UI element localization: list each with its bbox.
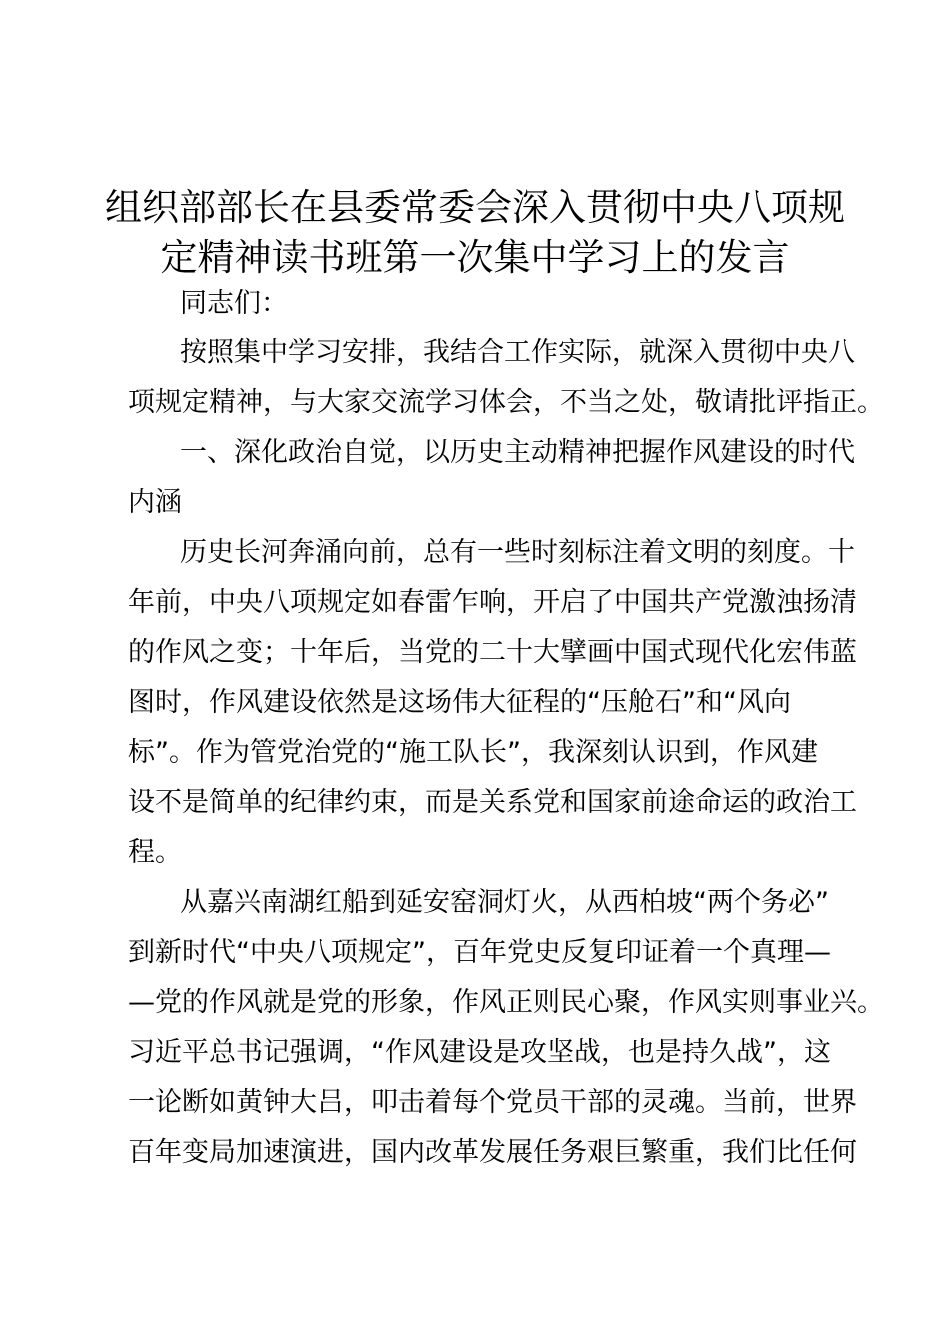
paragraph-2-line-4: 习近平总书记强调，“作风建设是攻坚战，也是持久战”，这	[128, 1037, 831, 1068]
document-title-line-1: 组织部部长在县委常委会深入贯彻中央八项规	[105, 186, 845, 229]
paragraph-1-line-6: 设不是简单的纪律约束，而是关系党和国家前途命运的政治工	[128, 787, 857, 818]
section-heading-1-line-2: 内涵	[128, 487, 182, 518]
paragraph-2-line-3: —党的作风就是党的形象，作风正则民心聚，作风实则事业兴。	[128, 987, 884, 1018]
paragraph-1-line-2: 年前，中央八项规定如春雷乍响，开启了中国共产党激浊扬清	[128, 587, 857, 618]
paragraph-2-line-5: 一论断如黄钟大吕，叩击着每个党员干部的灵魂。当前，世界	[128, 1087, 857, 1118]
paragraph-1-line-4: 图时，作风建设依然是这场伟大征程的“压舱石”和“风向	[128, 687, 791, 718]
paragraph-1-line-1: 历史长河奔涌向前，总有一些时刻标注着文明的刻度。十	[180, 537, 855, 568]
intro-line-1: 按照集中学习安排，我结合工作实际，就深入贯彻中央八	[180, 337, 855, 368]
intro-line-2: 项规定精神，与大家交流学习体会，不当之处，敬请批评指正。	[128, 387, 884, 418]
paragraph-2-line-1: 从嘉兴南湖红船到延安窑洞灯火，从西柏坡“两个务必”	[180, 887, 829, 918]
paragraph-1-line-7: 程。	[128, 837, 182, 868]
paragraph-1-line-5: 标”。作为管党治党的“施工队长”，我深刻认识到，作风建	[128, 737, 818, 768]
salutation: 同志们：	[180, 288, 288, 319]
section-heading-1-line-1: 一、深化政治自觉，以历史主动精神把握作风建设的时代	[180, 437, 855, 468]
paragraph-2-line-6: 百年变局加速演进，国内改革发展任务艰巨繁重，我们比任何	[128, 1137, 857, 1168]
paragraph-2-line-2: 到新时代“中央八项规定”，百年党史反复印证着一个真理—	[128, 937, 831, 968]
paragraph-1-line-3: 的作风之变；十年后，当党的二十大擘画中国式现代化宏伟蓝	[128, 637, 857, 668]
document-title-line-2: 定精神读书班第一次集中学习上的发言	[160, 236, 790, 279]
